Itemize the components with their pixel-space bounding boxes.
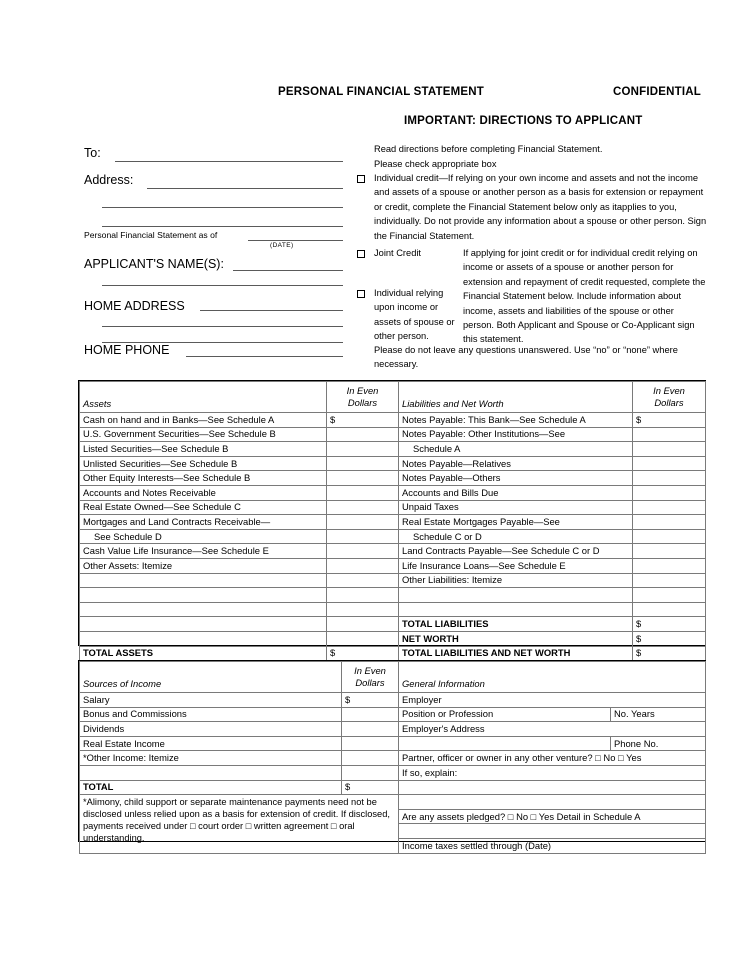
liability-amount-cell[interactable]	[633, 515, 706, 530]
home-address-input-line-1[interactable]	[200, 310, 343, 311]
individual-relying-checkbox[interactable]	[357, 290, 365, 298]
page-title: PERSONAL FINANCIAL STATEMENT	[278, 86, 485, 98]
document-header	[0, 86, 750, 104]
asset-amount-cell[interactable]	[327, 515, 399, 530]
balance-sheet-row	[80, 646, 706, 661]
income-general-row	[80, 765, 706, 780]
asset-amount-cell[interactable]	[327, 588, 399, 603]
asset-amount-cell[interactable]	[327, 500, 399, 515]
assets-amount-column-header: In Even Dollars	[327, 382, 399, 413]
income-general-table	[79, 661, 706, 854]
asset-amount-cell[interactable]	[327, 544, 399, 559]
liability-label-cell: Other Liabilities: Itemize	[399, 573, 633, 588]
asset-amount-cell[interactable]	[327, 427, 399, 442]
applicant-names-label: APPLICANT'S NAME(S):	[84, 257, 224, 271]
general-info-label-cell[interactable]	[399, 795, 706, 810]
asset-label-cell: See Schedule D	[80, 529, 327, 544]
liability-amount-cell[interactable]	[633, 456, 706, 471]
asset-amount-cell[interactable]	[327, 602, 399, 617]
applicant-names-input-line-2[interactable]	[102, 285, 343, 286]
liability-label-cell	[399, 602, 633, 617]
income-general-row	[80, 722, 706, 737]
income-amount-cell[interactable]	[342, 751, 399, 766]
liability-label-cell: Notes Payable: Other Institutions—See	[399, 427, 633, 442]
liability-label-cell: Notes Payable—Others	[399, 471, 633, 486]
income-total-label: TOTAL	[80, 780, 342, 795]
liability-label-cell	[399, 588, 633, 603]
asset-amount-cell[interactable]	[327, 471, 399, 486]
income-general-row	[80, 780, 706, 795]
liability-amount-cell[interactable]	[633, 529, 706, 544]
income-general-row	[80, 795, 706, 810]
date-caption: (DATE)	[270, 242, 294, 249]
liability-amount-cell[interactable]	[633, 573, 706, 588]
liability-amount-cell[interactable]: $	[633, 617, 706, 632]
general-info-label-cell[interactable]: Income taxes settled through (Date)	[399, 838, 706, 853]
income-label-cell: Bonus and Commissions	[80, 707, 342, 722]
liabilities-amount-column-header: In Even Dollars	[633, 382, 706, 413]
liability-amount-cell[interactable]	[633, 558, 706, 573]
joint-credit-body-text: If applying for joint credit or for individual credit relying on income or assets of a spouse or another person for extension and repayment of credit requested, complete the Financial Statement below. Include information about income, assets and liabilities of the spouse or other person. Both Applicant and Spouse or Co-Applicant sign this statement.	[463, 248, 706, 345]
asset-amount-cell[interactable]	[327, 558, 399, 573]
directions-heading: IMPORTANT: DIRECTIONS TO APPLICANT	[404, 115, 643, 127]
liability-label-cell: Unpaid Taxes	[399, 500, 633, 515]
directions-line-1: Read directions before completing Financial Statement.	[374, 144, 603, 154]
income-general-row	[80, 751, 706, 766]
balance-sheet-row	[80, 602, 706, 617]
asset-label-cell	[80, 588, 327, 603]
income-general-row	[80, 707, 706, 722]
liability-amount-cell[interactable]	[633, 471, 706, 486]
liability-total-label: TOTAL LIABILITIES AND NET WORTH	[399, 646, 633, 661]
general-info-secondary-cell[interactable]: Phone No.	[611, 736, 706, 751]
balance-sheet-row	[80, 588, 706, 603]
liability-label-cell: Land Contracts Payable—See Schedule C or D	[399, 544, 633, 559]
liabilities-column-header: Liabilities and Net Worth	[399, 382, 633, 413]
statement-as-of-label: Personal Financial Statement as of	[84, 230, 218, 240]
confidential-label: CONFIDENTIAL	[613, 86, 702, 98]
balance-sheet-row	[80, 471, 706, 486]
directions-footer: Please do not leave any questions unanswered. Use “no” or “none” where necessary.	[374, 345, 678, 370]
total-assets-label: TOTAL ASSETS	[80, 646, 327, 661]
balance-sheet-row	[80, 485, 706, 500]
home-phone-input-line[interactable]	[186, 356, 343, 357]
asset-amount-cell[interactable]	[327, 529, 399, 544]
to-input-line[interactable]	[115, 161, 343, 162]
asset-label-cell	[80, 602, 327, 617]
income-label-cell: *Other Income: Itemize	[80, 751, 342, 766]
liability-label-cell: Real Estate Mortgages Payable—See	[399, 515, 633, 530]
asset-label-cell: Cash Value Life Insurance—See Schedule E	[80, 544, 327, 559]
address-input-line-3[interactable]	[102, 226, 343, 227]
liability-label-cell: Notes Payable: This Bank—See Schedule A	[399, 413, 633, 428]
balance-sheet-row	[80, 456, 706, 471]
balance-sheet-row	[80, 427, 706, 442]
general-info-label-cell[interactable]: Partner, officer or owner in any other venture? □ No □ Yes	[399, 751, 706, 766]
asset-amount-cell[interactable]	[327, 617, 399, 632]
balance-sheet-row	[80, 529, 706, 544]
income-amount-cell[interactable]: $	[342, 693, 399, 708]
alimony-disclosure-note: *Alimony, child support or separate maintenance payments need not be disclosed unless relied upon as a basis for extension of credit. If disclosed, payments received under □ court order □ written agreement □ oral understanding.	[80, 795, 399, 853]
asset-amount-cell[interactable]: $	[327, 646, 399, 661]
general-information-header: General Information	[399, 662, 706, 693]
home-address-label: HOME ADDRESS	[84, 299, 185, 313]
general-info-secondary-cell[interactable]: No. Years	[611, 707, 706, 722]
balance-sheet-header-row	[80, 382, 706, 413]
general-info-label-cell[interactable]	[399, 780, 706, 795]
asset-amount-cell[interactable]	[327, 573, 399, 588]
income-header-row	[80, 662, 706, 693]
income-amount-column-header: In Even Dollars	[342, 662, 399, 693]
liability-amount-cell[interactable]	[633, 588, 706, 603]
balance-sheet-row	[80, 573, 706, 588]
balance-sheet-row	[80, 442, 706, 457]
home-address-input-line-2[interactable]	[102, 326, 343, 327]
balance-sheet-table	[79, 381, 706, 661]
statement-date-input-line[interactable]	[248, 240, 343, 241]
balance-sheet-row	[80, 558, 706, 573]
home-phone-label: HOME PHONE	[84, 343, 170, 357]
address-label: Address:	[84, 173, 134, 187]
general-info-label-cell[interactable]	[399, 824, 706, 839]
asset-label-cell: Listed Securities—See Schedule B	[80, 442, 327, 457]
asset-amount-cell[interactable]	[327, 442, 399, 457]
general-info-label-cell[interactable]: Are any assets pledged? □ No □ Yes Detail in Schedule A	[399, 809, 706, 824]
liability-label-cell: Schedule A	[399, 442, 633, 457]
income-amount-cell[interactable]: $	[342, 780, 399, 795]
asset-label-cell: U.S. Government Securities—See Schedule B	[80, 427, 327, 442]
assets-column-header: Assets	[80, 382, 327, 413]
asset-label-cell: Real Estate Owned—See Schedule C	[80, 500, 327, 515]
liability-amount-cell[interactable]	[633, 544, 706, 559]
income-amount-cell[interactable]	[342, 722, 399, 737]
liability-amount-cell[interactable]	[633, 485, 706, 500]
asset-label-cell: Cash on hand and in Banks—See Schedule A	[80, 413, 327, 428]
liability-label-cell: Notes Payable—Relatives	[399, 456, 633, 471]
balance-sheet-row	[80, 631, 706, 646]
balance-sheet-row	[80, 500, 706, 515]
address-input-line-2[interactable]	[102, 207, 343, 208]
income-label-cell: Dividends	[80, 722, 342, 737]
asset-amount-cell[interactable]: $	[327, 413, 399, 428]
income-amount-cell[interactable]	[342, 736, 399, 751]
asset-amount-cell[interactable]	[327, 456, 399, 471]
income-general-row	[80, 736, 706, 751]
asset-label-cell: Mortgages and Land Contracts Receivable—	[80, 515, 327, 530]
asset-amount-cell[interactable]	[327, 631, 399, 646]
liability-label-cell: Life Insurance Loans—See Schedule E	[399, 558, 633, 573]
asset-label-cell: Accounts and Notes Receivable	[80, 485, 327, 500]
general-info-label-cell[interactable]: Employer	[399, 693, 706, 708]
balance-sheet-row	[80, 544, 706, 559]
liability-amount-cell[interactable]: $	[633, 413, 706, 428]
liability-amount-cell[interactable]	[633, 602, 706, 617]
liability-amount-cell[interactable]	[633, 442, 706, 457]
general-info-label-cell[interactable]: Position or Profession	[399, 707, 611, 722]
asset-label-cell: Other Equity Interests—See Schedule B	[80, 471, 327, 486]
liability-amount-cell[interactable]: $	[633, 646, 706, 661]
liability-total-label: TOTAL LIABILITIES	[399, 617, 633, 632]
income-label-cell: Real Estate Income	[80, 736, 342, 751]
individual-credit-text: Individual credit—If relying on your own income and assets and not the income and assets of a spouse or another person as a basis for extension or repayment or credit, complete the Financial Statement below only as itapplies to you, individually. Do not provide any information about a spouse or other person. Sign the Financial Statement.	[374, 173, 707, 241]
income-general-row	[80, 693, 706, 708]
address-input-line-1[interactable]	[147, 188, 343, 189]
joint-credit-checkbox[interactable]	[357, 250, 365, 258]
liability-amount-cell[interactable]	[633, 500, 706, 515]
liability-amount-cell[interactable]	[633, 427, 706, 442]
liability-label-cell: Schedule C or D	[399, 529, 633, 544]
liability-amount-cell[interactable]: $	[633, 631, 706, 646]
general-info-label-cell[interactable]: Employer's Address	[399, 722, 706, 737]
asset-label-cell	[80, 631, 327, 646]
liability-total-label: NET WORTH	[399, 631, 633, 646]
asset-label-cell	[80, 573, 327, 588]
individual-credit-checkbox[interactable]	[357, 175, 365, 183]
directions-line-2: Please check appropriate box	[374, 159, 497, 169]
income-amount-cell[interactable]	[342, 707, 399, 722]
asset-label-cell	[80, 617, 327, 632]
sources-of-income-header: Sources of Income	[80, 662, 342, 693]
asset-label-cell: Unlisted Securities—See Schedule B	[80, 456, 327, 471]
joint-credit-label: Joint Credit	[374, 248, 422, 258]
to-label: To:	[84, 146, 101, 160]
balance-sheet-row	[80, 413, 706, 428]
general-info-label-cell[interactable]: If so, explain:	[399, 765, 706, 780]
income-label-cell: Salary	[80, 693, 342, 708]
individual-relying-label: Individual relying upon income or assets of spouse or other person.	[374, 288, 455, 342]
asset-amount-cell[interactable]	[327, 485, 399, 500]
general-info-label-cell[interactable]	[399, 736, 611, 751]
balance-sheet-row	[80, 515, 706, 530]
liability-label-cell: Accounts and Bills Due	[399, 485, 633, 500]
income-label-cell	[80, 765, 342, 780]
balance-sheet-row	[80, 617, 706, 632]
applicant-names-input-line-1[interactable]	[233, 270, 343, 271]
income-amount-cell[interactable]	[342, 765, 399, 780]
asset-label-cell: Other Assets: Itemize	[80, 558, 327, 573]
